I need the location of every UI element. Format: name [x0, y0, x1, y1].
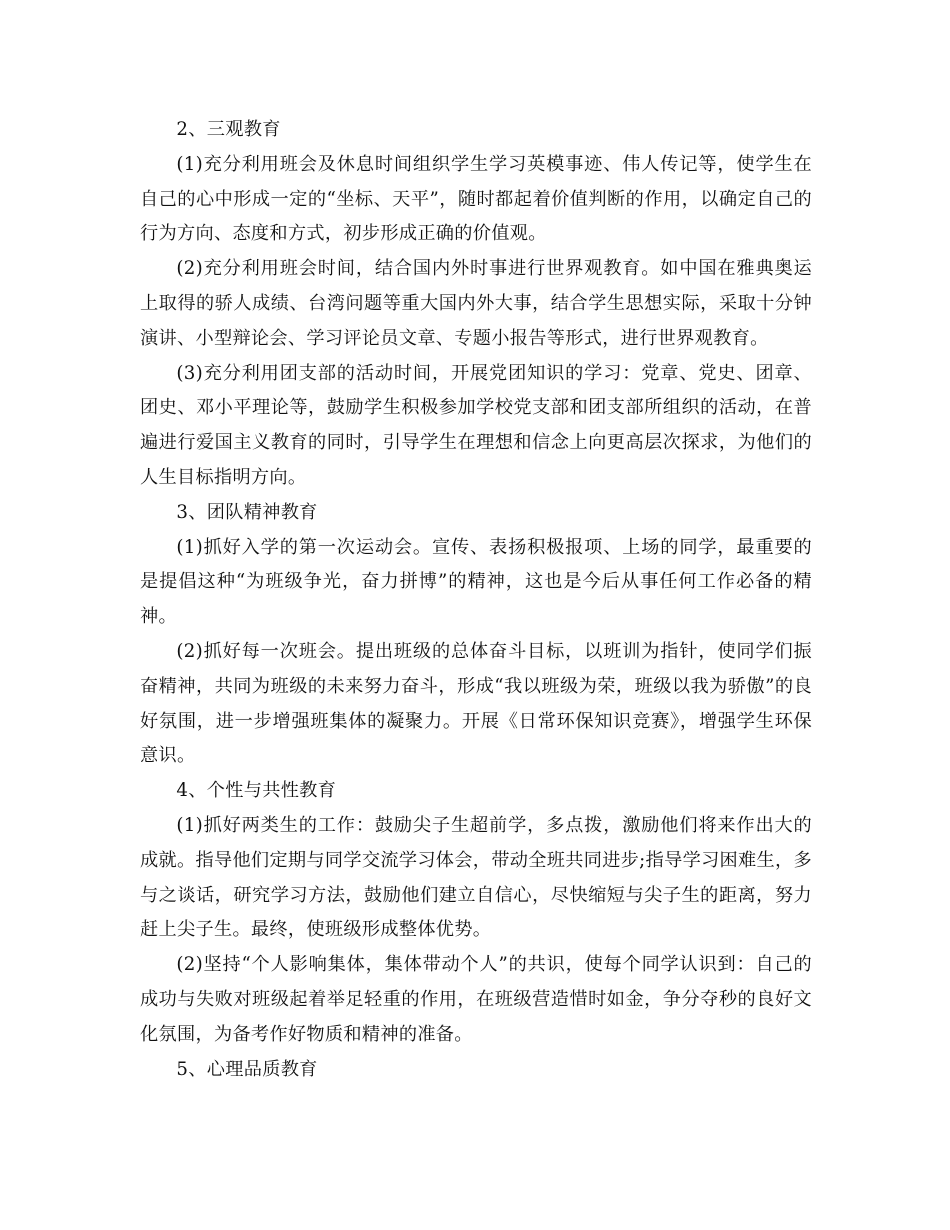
- section-heading-three-views: 2、三观教育: [176, 119, 281, 140]
- section-heading-psychology: 5、心理品质教育: [176, 1058, 318, 1080]
- paragraph: (2)抓好每一次班会。提出班级的总体奋斗目标，以班训为指针，使同学们振奋精神，共同为班级的未来努力奋斗，形成“我以班级为荣，班级以我为骄傲”的良好氛围，进一步增强班集体的凝聚力。开展《日常环保知识竞赛》，增强学生环保意识。: [140, 640, 812, 767]
- section-heading-team-spirit: 3、团队精神教育: [176, 501, 318, 523]
- document-body: [140, 113, 812, 1087]
- paragraph: (2)充分利用班会时间，结合国内外时事进行世界观教育。如中国在雅典奥运上取得的骄人成绩、台湾问题等重大国内外大事，结合学生思想实际，采取十分钟演讲、小型辩论会、学习评论员文章、专题小报告等形式，进行世界观教育。: [140, 258, 812, 349]
- paragraph: (1)充分利用班会及休息时间组织学生学习英模事迹、伟人传记等，使学生在自己的心中形成一定的“坐标、天平”，随时都起着价值判断的作用，以确定自己的行为方向、态度和方式，初步形成正确的价值观。: [140, 153, 812, 245]
- paragraph: (3)充分利用团支部的活动时间，开展党团知识的学习：党章、党史、团章、团史、邓小平理论等，鼓励学生积极参加学校党支部和团支部所组织的活动，在普遍进行爱国主义教育的同时，引导学生在理想和信念上向更高层次探求，为他们的人生目标指明方向。: [140, 362, 812, 488]
- paragraph: (1)抓好入学的第一次运动会。宣传、表扬积极报项、上场的同学，最重要的是提倡这种“为班级争光，奋力拼博”的精神，这也是今后从事任何工作必备的精神。: [140, 536, 812, 628]
- paragraph: (1)抓好两类生的工作：鼓励尖子生超前学，多点拨，激励他们将来作出大的成就。指导他们定期与同学交流学习体会，带动全班共同进步;指导学习困难生，多与之谈话，研究学习方法，鼓励他们建立自信心，尽快缩短与尖子生的距离，努力赶上尖子生。最终，使班级形成整体优势。: [140, 814, 812, 941]
- paragraph: (2)坚持“个人影响集体，集体带动个人”的共识，使每个同学认识到：自己的成功与失败对班级起着举足轻重的作用，在班级营造惜时如金，争分夺秒的良好文化氛围，为备考作好物质和精神的准备。: [140, 954, 812, 1045]
- section-heading-individuality: 4、个性与共性教育: [176, 780, 337, 802]
